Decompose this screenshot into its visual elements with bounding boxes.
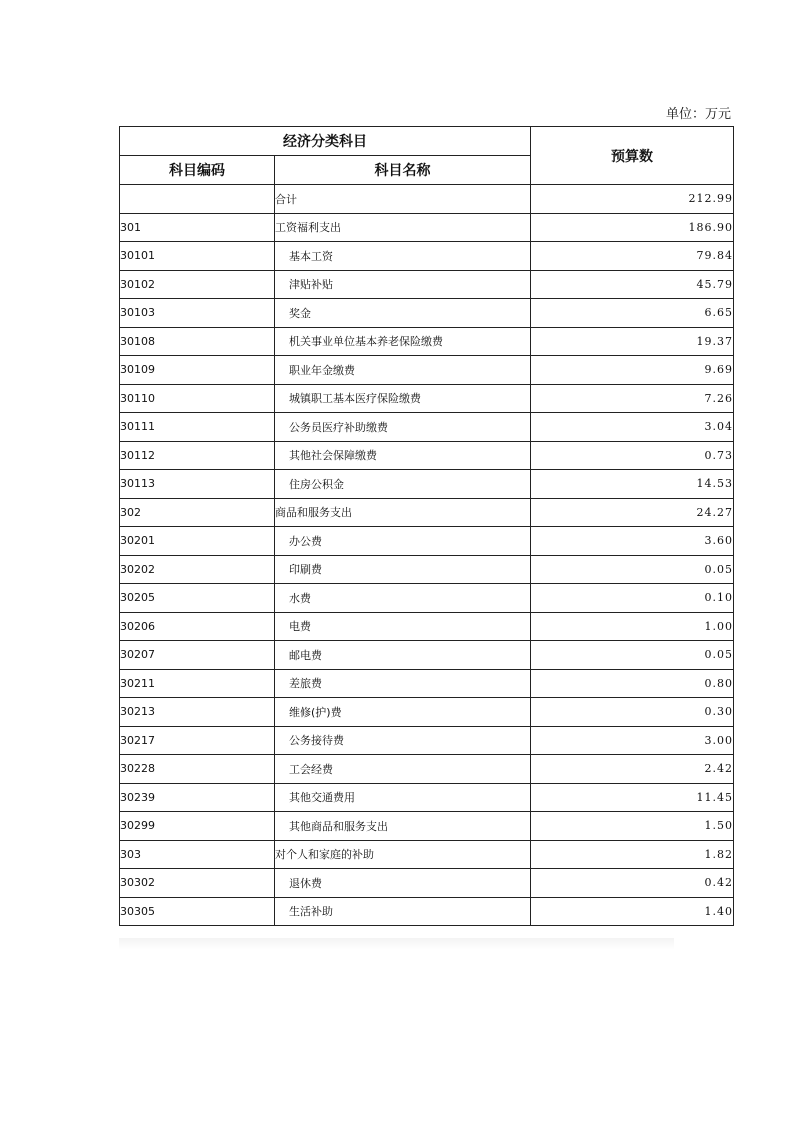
header-group: 经济分类科目	[120, 127, 531, 156]
row-code: 30108	[120, 327, 275, 356]
table-row	[120, 384, 734, 413]
row-name: 退休费	[275, 869, 531, 898]
row-code: 30205	[120, 584, 275, 613]
header-value: 预算数	[531, 127, 734, 185]
row-value: 11.45	[531, 783, 734, 812]
row-name: 生活补助	[275, 897, 531, 926]
table-row	[120, 869, 734, 898]
row-value: 0.05	[531, 641, 734, 670]
row-value: 79.84	[531, 242, 734, 271]
row-value: 3.04	[531, 413, 734, 442]
row-value: 2.42	[531, 755, 734, 784]
table-row	[120, 441, 734, 470]
table-row	[120, 669, 734, 698]
row-code	[120, 185, 275, 214]
row-value: 24.27	[531, 498, 734, 527]
row-name: 基本工资	[275, 242, 531, 271]
row-name: 电费	[275, 612, 531, 641]
row-name: 其他社会保障缴费	[275, 441, 531, 470]
table-row	[120, 897, 734, 926]
table-row	[120, 612, 734, 641]
row-code: 30211	[120, 669, 275, 698]
row-value: 1.40	[531, 897, 734, 926]
row-name: 职业年金缴费	[275, 356, 531, 385]
row-name: 维修(护)费	[275, 698, 531, 727]
row-name: 公务员医疗补助缴费	[275, 413, 531, 442]
row-name: 邮电费	[275, 641, 531, 670]
row-value: 1.00	[531, 612, 734, 641]
row-name: 办公费	[275, 527, 531, 556]
row-code: 30103	[120, 299, 275, 328]
row-code: 30112	[120, 441, 275, 470]
row-code: 30302	[120, 869, 275, 898]
row-value: 0.10	[531, 584, 734, 613]
row-code: 30102	[120, 270, 275, 299]
row-name: 对个人和家庭的补助	[275, 840, 531, 869]
row-name: 其他交通费用	[275, 783, 531, 812]
table-row	[120, 498, 734, 527]
row-code: 30101	[120, 242, 275, 271]
row-value: 7.26	[531, 384, 734, 413]
table-row	[120, 527, 734, 556]
row-value: 0.73	[531, 441, 734, 470]
row-name: 工资福利支出	[275, 213, 531, 242]
table-row	[120, 413, 734, 442]
page-shadow	[119, 938, 674, 950]
table-row	[120, 641, 734, 670]
row-name: 城镇职工基本医疗保险缴费	[275, 384, 531, 413]
row-name: 机关事业单位基本养老保险缴费	[275, 327, 531, 356]
table-body	[120, 185, 734, 926]
row-value: 45.79	[531, 270, 734, 299]
row-name: 印刷费	[275, 555, 531, 584]
row-value: 14.53	[531, 470, 734, 499]
row-code: 30239	[120, 783, 275, 812]
row-name: 水费	[275, 584, 531, 613]
row-value: 9.69	[531, 356, 734, 385]
row-value: 3.60	[531, 527, 734, 556]
row-code: 30207	[120, 641, 275, 670]
header-name: 科目名称	[275, 156, 531, 185]
row-value: 19.37	[531, 327, 734, 356]
row-value: 6.65	[531, 299, 734, 328]
row-name: 差旅费	[275, 669, 531, 698]
row-code: 301	[120, 213, 275, 242]
row-value: 1.50	[531, 812, 734, 841]
table-row	[120, 755, 734, 784]
table-row	[120, 299, 734, 328]
row-name: 津贴补贴	[275, 270, 531, 299]
table-row	[120, 584, 734, 613]
table-row	[120, 726, 734, 755]
row-code: 302	[120, 498, 275, 527]
table-row	[120, 242, 734, 271]
row-code: 30113	[120, 470, 275, 499]
table-row	[120, 185, 734, 214]
row-code: 30213	[120, 698, 275, 727]
table-row	[120, 783, 734, 812]
row-name: 工会经费	[275, 755, 531, 784]
row-code: 30206	[120, 612, 275, 641]
row-value: 212.99	[531, 185, 734, 214]
table-row	[120, 698, 734, 727]
row-value: 186.90	[531, 213, 734, 242]
row-name: 奖金	[275, 299, 531, 328]
table-row	[120, 840, 734, 869]
row-name: 公务接待费	[275, 726, 531, 755]
table-row	[120, 470, 734, 499]
row-code: 30299	[120, 812, 275, 841]
header-code: 科目编码	[120, 156, 275, 185]
row-code: 30305	[120, 897, 275, 926]
row-value: 1.82	[531, 840, 734, 869]
table-row	[120, 812, 734, 841]
row-value: 0.42	[531, 869, 734, 898]
row-code: 30202	[120, 555, 275, 584]
unit-label: 单位：万元	[665, 107, 731, 122]
row-name: 其他商品和服务支出	[275, 812, 531, 841]
row-name: 住房公积金	[275, 470, 531, 499]
row-value: 0.05	[531, 555, 734, 584]
table-row	[120, 213, 734, 242]
row-code: 30201	[120, 527, 275, 556]
budget-table	[119, 126, 734, 926]
row-code: 30217	[120, 726, 275, 755]
table-row	[120, 555, 734, 584]
row-value: 3.00	[531, 726, 734, 755]
row-value: 0.30	[531, 698, 734, 727]
row-name: 合计	[275, 185, 531, 214]
row-code: 30111	[120, 413, 275, 442]
row-code: 30228	[120, 755, 275, 784]
row-code: 30109	[120, 356, 275, 385]
row-code: 30110	[120, 384, 275, 413]
table-row	[120, 356, 734, 385]
table-row	[120, 327, 734, 356]
table-row	[120, 270, 734, 299]
row-value: 0.80	[531, 669, 734, 698]
row-code: 303	[120, 840, 275, 869]
row-name: 商品和服务支出	[275, 498, 531, 527]
